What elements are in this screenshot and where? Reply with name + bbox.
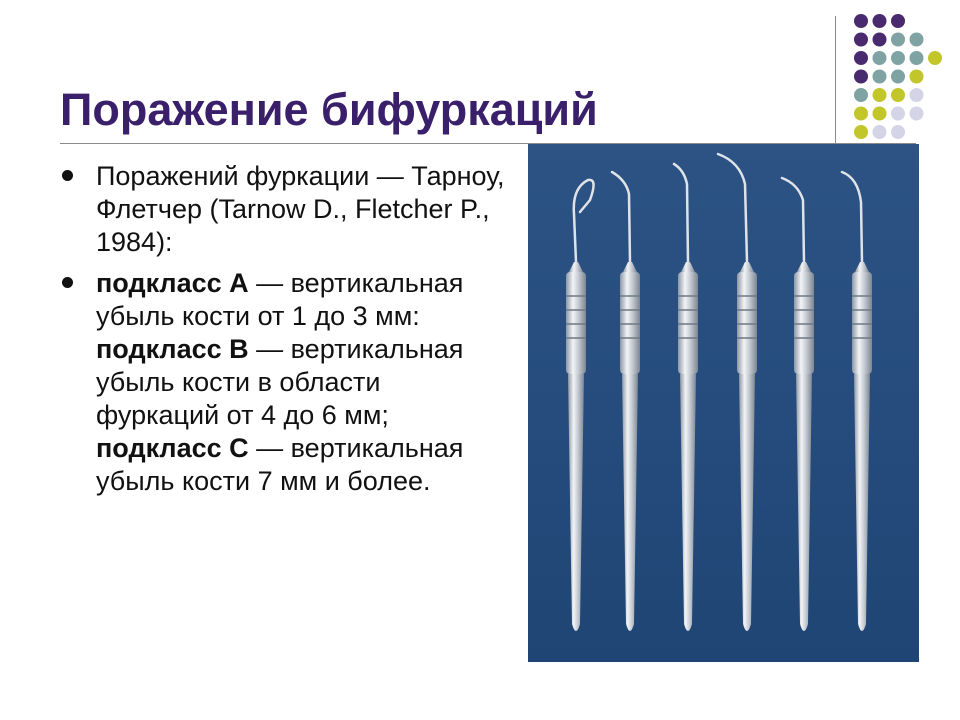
decorative-dot <box>873 125 887 139</box>
decorative-dot <box>891 33 905 47</box>
decorative-dot <box>873 107 887 121</box>
slide-title: Поражение бифуркаций <box>60 84 598 135</box>
dental-probe <box>842 172 872 631</box>
probe-grip <box>737 272 757 374</box>
probe-shaft <box>739 374 755 631</box>
decorative-dot <box>854 88 868 102</box>
probe-collar <box>797 262 811 272</box>
subclass-c-label: подкласс С <box>96 433 249 463</box>
probe-shaft <box>680 374 696 631</box>
bullet-icon <box>62 170 73 181</box>
decorative-dot <box>891 88 905 102</box>
decorative-dot <box>873 88 887 102</box>
probe-grip <box>620 272 640 374</box>
probe-tip <box>718 154 747 262</box>
probe-shaft <box>622 374 638 631</box>
decorative-dot <box>873 51 887 65</box>
decorative-dot <box>854 107 868 121</box>
subclass-a-text: — вертикальная убыль кости от 1 до 3 мм: <box>96 268 464 331</box>
decorative-dot <box>928 51 942 65</box>
decorative-dot <box>910 33 924 47</box>
probe-collar <box>681 262 695 272</box>
decorative-dot <box>873 70 887 84</box>
probe-tip <box>842 172 862 262</box>
bullet-item <box>60 267 510 498</box>
probe-shaft <box>854 374 870 631</box>
subclass-b <box>96 333 510 432</box>
decorative-dot <box>891 14 905 28</box>
decorative-dot <box>854 125 868 139</box>
subclass-b-text: — вертикальная убыль кости в области фуркаций от 4 до 6 мм; <box>96 334 464 430</box>
bullet-icon <box>62 277 73 288</box>
subclass-c-text: — вертикальная убыль кости 7 мм и более. <box>96 433 464 496</box>
probe-grip <box>794 272 814 374</box>
probe-collar <box>623 262 637 272</box>
decorative-dot <box>854 14 868 28</box>
probe-tip <box>574 180 594 262</box>
probe-tip <box>782 178 804 262</box>
subclass-a-label: подкласс А <box>96 268 249 298</box>
decorative-dot <box>854 51 868 65</box>
bullet-list <box>60 160 510 506</box>
bullet-item <box>60 160 510 259</box>
probe-grip <box>852 272 872 374</box>
dental-probe <box>674 164 698 631</box>
decorative-dot <box>910 88 924 102</box>
probe-shaft <box>568 374 584 631</box>
subclass-b-label: подкласс В <box>96 334 249 364</box>
decorative-dot <box>854 70 868 84</box>
decorative-dot <box>891 51 905 65</box>
probe-tip <box>674 164 688 262</box>
dental-probes-photo <box>528 144 919 662</box>
probe-collar <box>569 262 583 272</box>
decorative-dot <box>854 33 868 47</box>
dental-probe <box>612 172 640 631</box>
decorative-dot <box>910 107 924 121</box>
probe-tip <box>612 172 630 262</box>
dental-probe <box>718 154 757 631</box>
dental-probes-illustration <box>528 144 919 662</box>
probe-collar <box>855 262 869 272</box>
dental-probe <box>782 178 814 631</box>
decorative-dot <box>891 107 905 121</box>
decorative-dot <box>910 51 924 65</box>
decorative-dot <box>891 70 905 84</box>
decorative-dot-grid <box>0 0 960 160</box>
decorative-dot <box>891 125 905 139</box>
decorative-vertical-line <box>835 16 836 144</box>
subclass-a <box>96 267 510 333</box>
probe-shaft <box>796 374 812 631</box>
dental-probe <box>566 180 594 631</box>
decorative-dot <box>873 33 887 47</box>
decorative-dot <box>910 70 924 84</box>
subclass-c <box>96 432 510 498</box>
probe-grip <box>566 272 586 374</box>
probe-collar <box>740 262 754 272</box>
probe-grip <box>678 272 698 374</box>
bullet-text: Поражений фуркации — Тарноу, Флетчер (Tarnow D., Fletcher P., 1984): <box>96 161 505 257</box>
decorative-dot <box>873 14 887 28</box>
